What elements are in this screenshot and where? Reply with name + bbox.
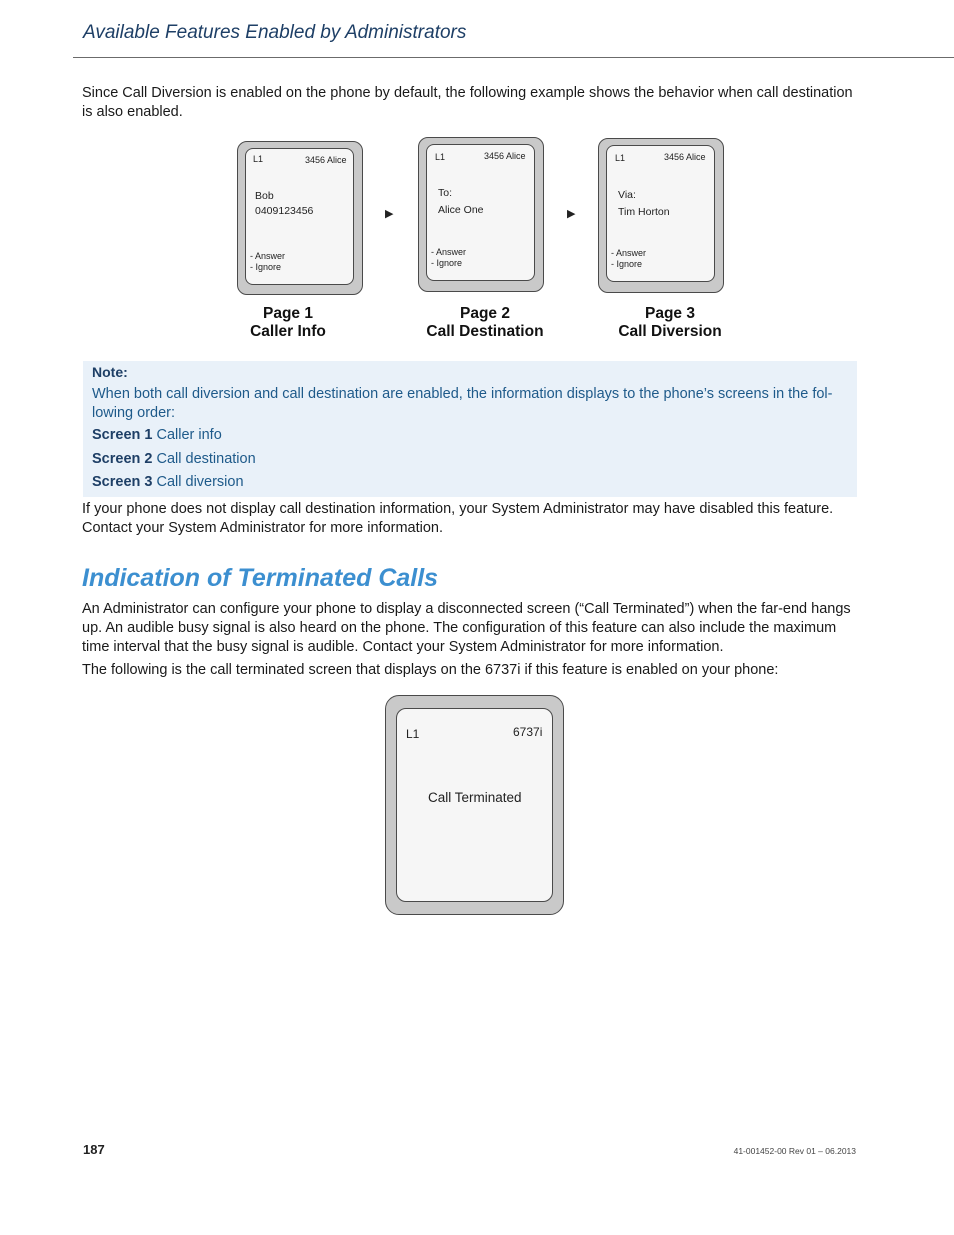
softkey-answer[interactable]: - Answer (431, 247, 467, 257)
caption-page-3 (595, 305, 745, 341)
line-label: L1 (615, 153, 626, 163)
header-title: Available Features Enabled by Administrators (83, 22, 467, 43)
caption-page-name: Call Diversion (618, 323, 722, 340)
phone-page-3 (598, 138, 724, 293)
note-item (92, 427, 222, 443)
after-note-paragraph: If your phone does not display call destination information, your System Administrator may have disabled this feature. Contact your System Administrator for more information. (82, 501, 834, 536)
caption-page-name: Call Destination (426, 323, 544, 340)
footer-doc-id: 41-001452-00 Rev 01 – 06.2013 (733, 1146, 856, 1156)
note-title: Note: (92, 364, 128, 380)
phone-screen (245, 148, 354, 285)
section-paragraph-1: An Administrator can configure your phone to display a disconnected screen (“Call Terminated”) when the far-end hangs up. An audible busy signal is also heard on the phone. The configuration of this feature can also include the maximum time interval that the busy signal is audible. Contact your System Administrator for more information. (82, 601, 851, 655)
caption-page-1 (238, 305, 338, 341)
note-item-label: Screen 3 (92, 474, 153, 490)
caption-page-number: Page 2 (460, 305, 510, 322)
note-item-label: Screen 2 (92, 451, 153, 467)
softkey-ignore[interactable]: - Ignore (431, 258, 463, 268)
note-item-value: Call destination (156, 451, 256, 467)
phone-page-2 (418, 137, 544, 292)
section-paragraph-2: The following is the call terminated screen that displays on the 6737i if this feature is enabled on your phone: (82, 662, 779, 678)
note-box (83, 361, 857, 497)
phone-call-terminated (385, 695, 564, 915)
note-item-value: Caller info (156, 427, 222, 443)
caller-number: 0409123456 (255, 205, 314, 217)
softkey-answer[interactable]: - Answer (611, 248, 647, 258)
note-item (92, 474, 244, 490)
note-text: When both call diversion and call destination are enabled, the information displays to the phone’s screens in the fol-lowing order: (92, 386, 833, 421)
arrow-icon: ▶ (567, 208, 576, 220)
line-label: L1 (406, 727, 420, 741)
caption-page-number: Page 3 (645, 305, 695, 322)
user-label: 3456 Alice (664, 152, 706, 162)
line-label: L1 (435, 152, 446, 162)
softkey-ignore[interactable]: - Ignore (250, 262, 282, 272)
caption-page-name: Caller Info (250, 323, 326, 340)
destination-label: To: (438, 187, 453, 199)
header-rule (73, 57, 954, 58)
caption-page-number: Page 1 (263, 305, 313, 322)
call-terminated-message: Call Terminated (428, 790, 522, 805)
model-label: 6737i (513, 725, 543, 739)
diversion-name: Tim Horton (618, 206, 670, 218)
phone-screen (606, 145, 715, 282)
destination-name: Alice One (438, 204, 484, 216)
arrow-icon: ▶ (385, 208, 394, 220)
note-item-label: Screen 1 (92, 427, 153, 443)
note-item-value: Call diversion (156, 474, 244, 490)
caption-page-2 (410, 305, 560, 341)
intro-paragraph: Since Call Diversion is enabled on the phone by default, the following example shows the behavior when call destination is also enabled. (82, 85, 853, 120)
phone-screen (396, 708, 553, 902)
phone-page-1 (237, 141, 363, 295)
softkey-answer[interactable]: - Answer (250, 251, 286, 261)
footer-page-number: 187 (83, 1142, 105, 1157)
diversion-label: Via: (618, 189, 636, 201)
phone-screen (426, 144, 535, 281)
section-title: Indication of Terminated Calls (82, 564, 439, 592)
line-label: L1 (253, 154, 264, 164)
softkey-ignore[interactable]: - Ignore (611, 259, 643, 269)
note-item (92, 451, 256, 467)
user-label: 3456 Alice (305, 155, 347, 165)
user-label: 3456 Alice (484, 151, 526, 161)
caller-name: Bob (255, 190, 274, 202)
